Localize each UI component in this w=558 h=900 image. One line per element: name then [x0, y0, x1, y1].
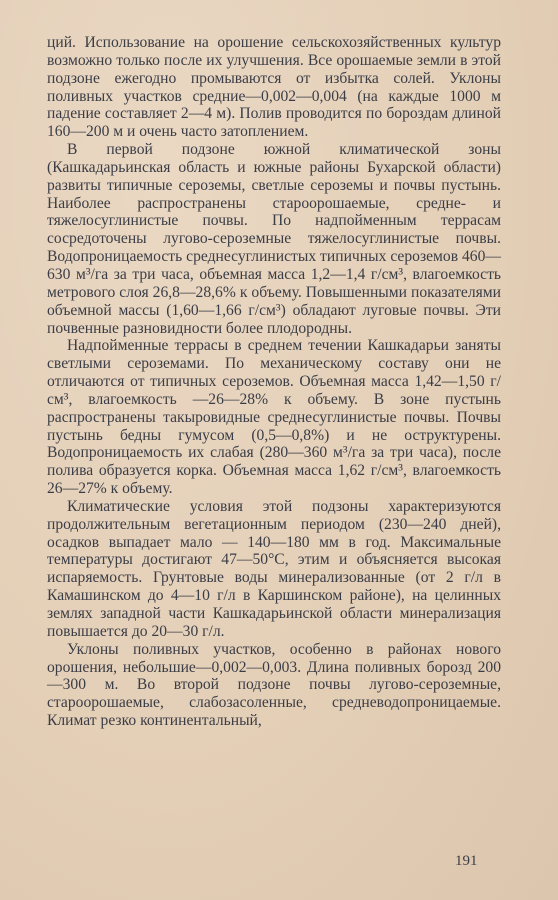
- page-number: 191: [455, 853, 478, 869]
- paragraph-2: В первой подзоне южной климатической зоны (Кашкадарьинская область и южные районы Бухарской области) развиты типичные сероземы, светлые сероземы и почвы пустынь. Наиболее распространены староорошаемые, средне- и тяжелосуглинистые почвы. По надпойменным террасам сосредоточены лугово-сероземные тяжелосуглинистые почвы. Водопроницаемость среднесуглинистых типичных сероземов 460—630 м³/га за три часа, объемная масса 1,2—1,4 г/см³, влагоемкость метрового слоя 26,8—28,6% к объему. Повышенными показателями объемной массы (1,60—1,66 г/см³) обладают луговые почвы. Эти почвенные разновидности более плодородны.: [47, 141, 501, 337]
- paragraph-1: ций. Использование на орошение сельскохозяйственных культур возможно только после их улучшения. Все орошаемые земли в этой подзоне ежегодно промываются от избытка солей. Уклоны поливных участков средние—0,002—0,004 (на каждые 1000 м падение составляет 2—4 м). Полив проводится по бороздам длиной 160—200 м и очень часто затоплением.: [47, 34, 501, 141]
- paragraph-3: Надпойменные террасы в среднем течении Кашкадарьи заняты светлыми сероземами. По механическому составу они не отличаются от типичных сероземов. Объемная масса 1,42—1,50 г/см³, влагоемкость —26—28% к объему. В зоне пустынь распространены такыровидные среднесуглинистые почвы. Почвы пустынь бедны гумусом (0,5—0,8%) и не оструктурены. Водопроницаемость их слабая (280—360 м³/га за три часа), после полива образуется корка. Объемная масса 1,62 г/см³, влагоемкость 26—27% к объему.: [47, 337, 501, 498]
- body-text: [47, 34, 501, 730]
- paragraph-4: Климатические условия этой подзоны характеризуются продолжительным вегетационным периодом (230—240 дней), осадков выпадает мало — 140—180 мм в год. Максимальные температуры достигают 47—50°С, этим и объясняется высокая испаряемость. Грунтовые воды минерализованные (от 2 г/л в Камашинском до 4—10 г/л в Каршинском районе), на целинных землях западной части Кашкадарьинской области минерализация повышается до 20—30 г/л.: [47, 497, 501, 640]
- paragraph-5: Уклоны поливных участков, особенно в районах нового орошения, небольшие—0,002—0,003. Длина поливных борозд 200—300 м. Во второй подзоне почвы лугово-сероземные, староорошаемые, слабозасоленные, средневодопроницаемые. Климат резко континентальный,: [47, 640, 501, 730]
